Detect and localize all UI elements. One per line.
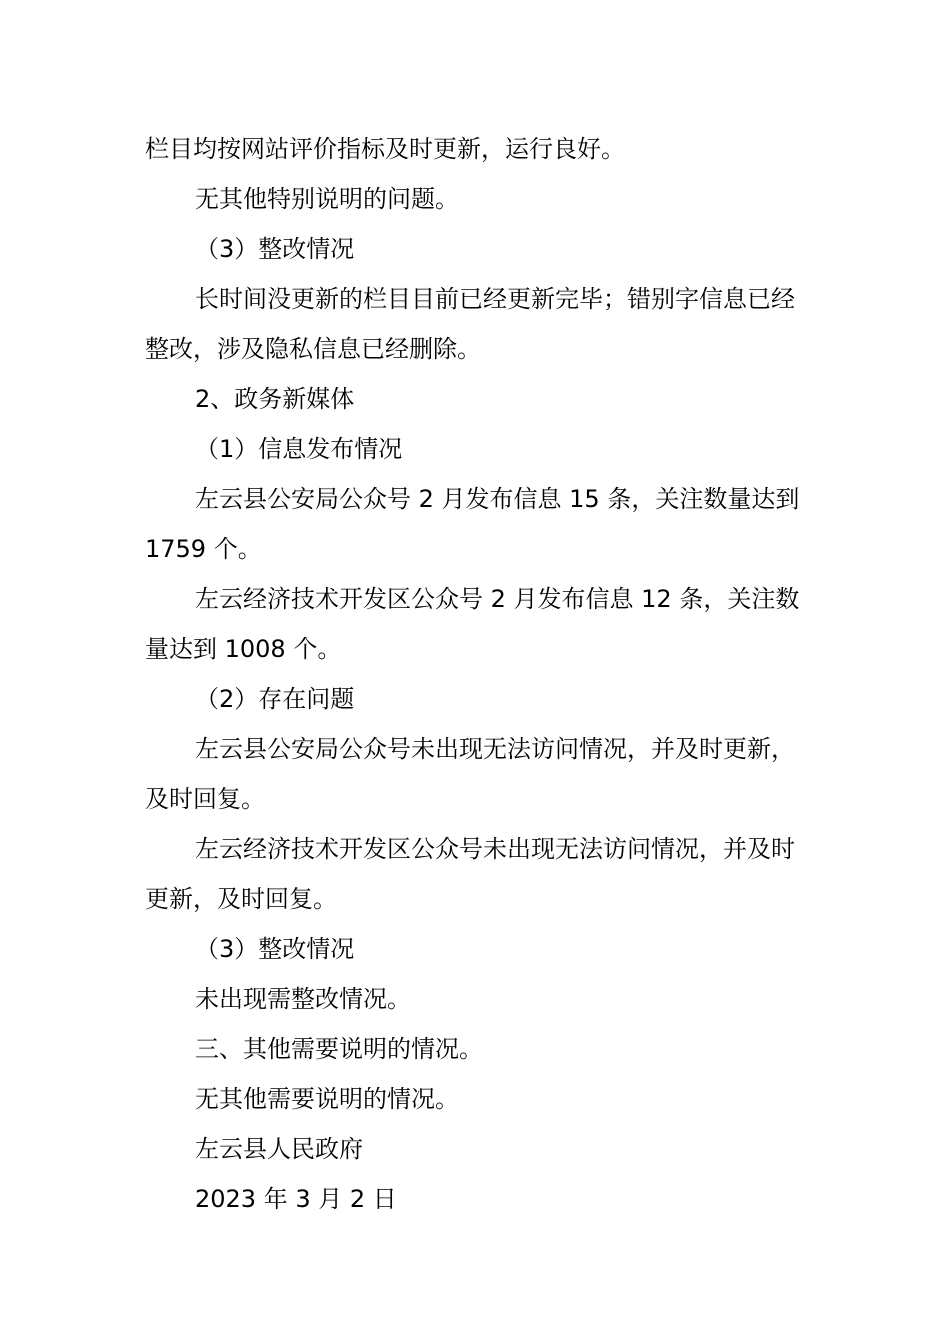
heading-existing-problems: （2）存在问题 <box>195 685 355 713</box>
paragraph-police-account-stats: 左云县公安局公众号 2 月发布信息 15 条，关注数量达到 1759 个。 <box>145 485 800 563</box>
heading-rectification-1: （3）整改情况 <box>195 235 355 263</box>
heading-rectification-2: （3）整改情况 <box>195 935 355 963</box>
paragraph-police-account-status: 左云县公安局公众号未出现无法访问情况，并及时更新，及时回复。 <box>145 735 795 813</box>
signature-date: 2023 年 3 月 2 日 <box>195 1185 397 1213</box>
paragraph-devzone-account-status: 左云经济技术开发区公众号未出现无法访问情况，并及时更新，及时回复。 <box>145 835 795 913</box>
signature-organization: 左云县人民政府 <box>195 1135 363 1163</box>
paragraph-no-other-matters: 无其他需要说明的情况。 <box>195 1085 459 1113</box>
paragraph-website-columns: 栏目均按网站评价指标及时更新，运行良好。 <box>145 135 625 163</box>
paragraph-no-other-issues: 无其他特别说明的问题。 <box>195 185 459 213</box>
paragraph-rectification-details: 长时间没更新的栏目目前已经更新完毕；错别字信息已经整改，涉及隐私信息已经删除。 <box>145 285 795 363</box>
heading-other-matters: 三、其他需要说明的情况。 <box>195 1035 483 1063</box>
heading-new-media: 2、政务新媒体 <box>195 385 355 413</box>
paragraph-devzone-account-stats: 左云经济技术开发区公众号 2 月发布信息 12 条，关注数量达到 1008 个。 <box>145 585 800 663</box>
paragraph-no-rectification-needed: 未出现需整改情况。 <box>195 985 411 1013</box>
heading-info-release: （1）信息发布情况 <box>195 435 403 463</box>
